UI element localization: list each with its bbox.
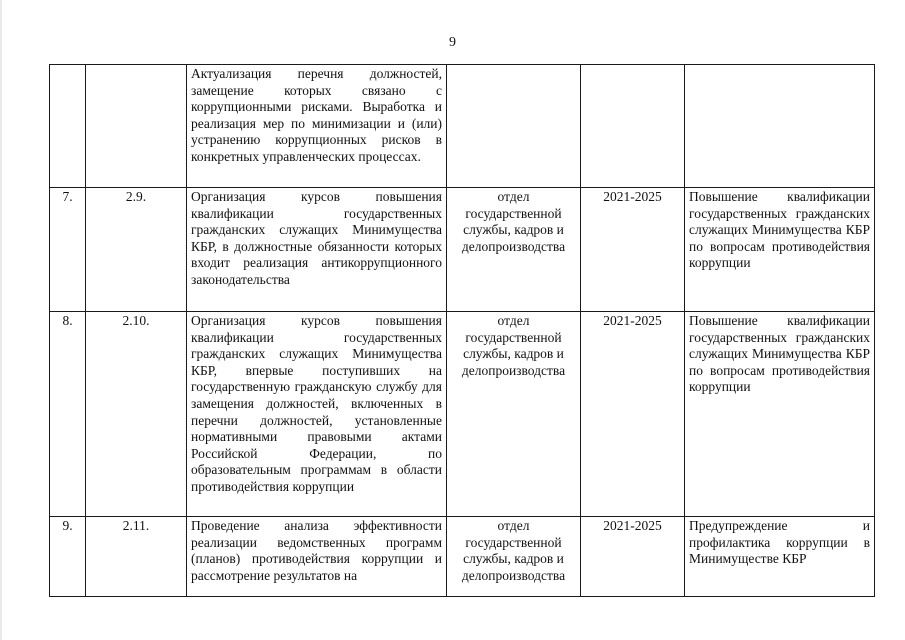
term-cell: 2021-2025 bbox=[581, 188, 685, 312]
table-row bbox=[50, 188, 875, 312]
term-cell bbox=[581, 65, 685, 188]
item-code-cell bbox=[86, 65, 187, 188]
activity-cell: Актуализация перечня должностей, замещение которых связано с коррупционными рисками. Выработка и реализация мер по минимизации и (или) устранению коррупционных рисков в конкретных управленческих процессах. bbox=[187, 65, 447, 188]
result-cell: Повышение квалификации государственных гражданских служащих Минимущества КБР по вопросам противодействия коррупции bbox=[685, 188, 875, 312]
result-cell: Предупреждение и профилактика коррупции в Минимуществе КБР bbox=[685, 517, 875, 597]
table-row bbox=[50, 517, 875, 597]
executor-cell: отдел государственной службы, кадров и делопроизводства bbox=[447, 312, 581, 517]
executor-cell bbox=[447, 65, 581, 188]
action-plan-table bbox=[49, 64, 875, 597]
page-number: 9 bbox=[449, 35, 456, 50]
result-cell bbox=[685, 65, 875, 188]
row-number-cell: 7. bbox=[50, 188, 86, 312]
table-row bbox=[50, 65, 875, 188]
term-cell: 2021-2025 bbox=[581, 312, 685, 517]
item-code-cell: 2.11. bbox=[86, 517, 187, 597]
term-cell: 2021-2025 bbox=[581, 517, 685, 597]
activity-cell: Организация курсов повышения квалификации государственных гражданских служащих Минимущества КБР, впервые поступивших на государственную гражданскую службу для замещения должностей, включенных в перечни должностей, установленные нормативными правовыми актами Российской Федерации, по образовательным программам в области противодействия коррупции bbox=[187, 312, 447, 517]
result-cell: Повышение квалификации государственных гражданских служащих Минимущества КБР по вопросам противодействия коррупции bbox=[685, 312, 875, 517]
activity-cell: Проведение анализа эффективности реализации ведомственных программ (планов) противодействия коррупции и рассмотрение результатов на bbox=[187, 517, 447, 597]
executor-cell: отдел государственной службы, кадров и делопроизводства bbox=[447, 188, 581, 312]
row-number-cell: 8. bbox=[50, 312, 86, 517]
row-number-cell bbox=[50, 65, 86, 188]
item-code-cell: 2.10. bbox=[86, 312, 187, 517]
activity-cell: Организация курсов повышения квалификации государственных гражданских служащих Минимущества КБР, в должностные обязанности которых входит реализация антикоррупционного законодательства bbox=[187, 188, 447, 312]
scan-edge bbox=[0, 0, 2, 640]
table-row bbox=[50, 312, 875, 517]
item-code-cell: 2.9. bbox=[86, 188, 187, 312]
row-number-cell: 9. bbox=[50, 517, 86, 597]
executor-cell: отдел государственной службы, кадров и делопроизводства bbox=[447, 517, 581, 597]
